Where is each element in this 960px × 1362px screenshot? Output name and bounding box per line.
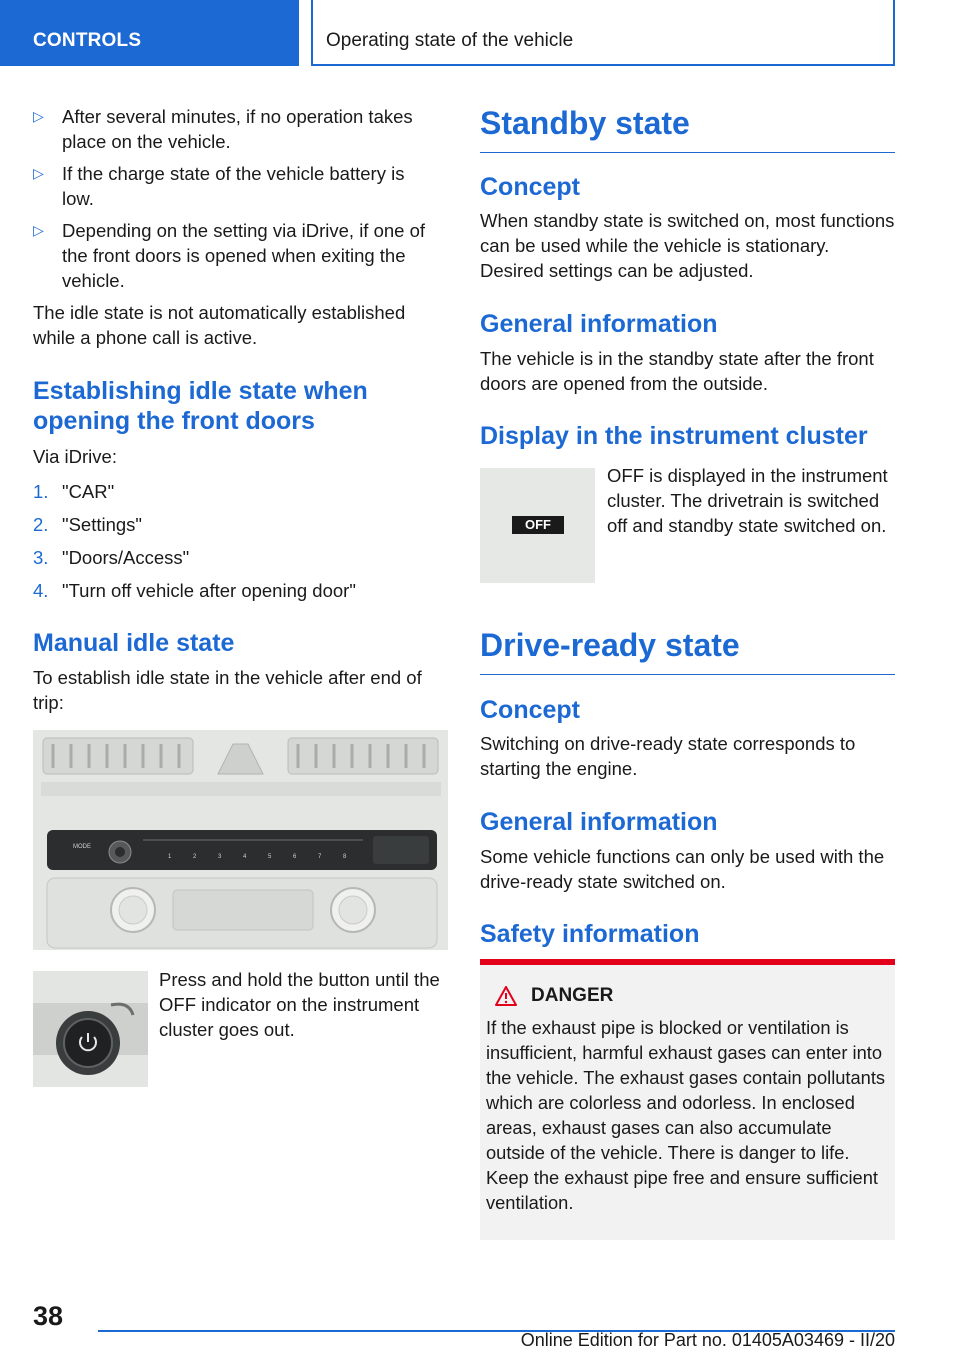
button-caption: Press and hold the button until the OFF indicator on the instrument cluster goes out. (159, 969, 440, 1040)
step-item: 2. "Settings" (33, 514, 142, 535)
danger-text: If the exhaust pipe is blocked or ventilation is insufficient, harmful exhaust gases can enter into the vehicle. The exhaust gases contain pollutants which are colorless and odorless. In enclosed areas, exhaust gases can also accumulate outside of the vehicle. There is danger to life. Keep the exhaust pipe free and ensure sufficient ventilation. (486, 1017, 886, 1213)
drive-ready-title: Drive-ready state (480, 626, 895, 675)
off-indicator-badge: OFF (512, 516, 564, 534)
standby-concept-text: When standby state is switched on, most functions can be used while the vehicle is stationary. Desired settings can be adjusted. (480, 210, 895, 281)
center-console-image (33, 730, 448, 950)
header-frame-bottom (311, 64, 895, 66)
drive-general-text: Some vehicle functions can only be used with the drive-ready state switched on. (480, 846, 885, 892)
preset-7-label: 7 (318, 854, 322, 860)
triangle-bullet-icon: ▷ (33, 108, 44, 124)
danger-box (480, 959, 895, 1240)
drive-concept-heading: Concept (480, 696, 580, 724)
mode-label: MODE (73, 844, 91, 850)
chapter-title: Operating state of the vehicle (326, 30, 574, 51)
display-heading: Display in the instrument cluster (480, 422, 868, 450)
standby-concept-heading: Concept (480, 173, 580, 201)
center-console-drawing (33, 730, 448, 950)
manual-idle-text: To establish idle state in the vehicle after end of trip: (33, 667, 422, 713)
via-idrive-label: Via iDrive: (33, 446, 117, 467)
bullet-item: ▷ Depending on the setting via iDrive, if one of the front doors is opened when exiting the vehicle. (33, 220, 426, 291)
triangle-bullet-icon: ▷ (33, 222, 44, 238)
standby-title: Standby state (480, 104, 895, 153)
establishing-heading: Establishing idle state when opening the front doors (33, 377, 368, 435)
page-header (0, 0, 960, 66)
standby-general-heading: General information (480, 310, 718, 338)
display-caption: OFF is displayed in the instrument cluster. The drivetrain is switched off and standby state switched on. (607, 465, 888, 536)
page-number: 38 (33, 1301, 64, 1331)
preset-1-label: 1 (168, 854, 172, 860)
drive-general-heading: General information (480, 808, 718, 836)
step-item: 1. "CAR" (33, 481, 115, 502)
manual-idle-heading: Manual idle state (33, 629, 235, 657)
triangle-bullet-icon: ▷ (33, 165, 44, 181)
header-frame-right (893, 0, 895, 66)
standby-general-text: The vehicle is in the standby state after the front doors are opened from the outside. (480, 348, 874, 394)
preset-3-label: 3 (218, 854, 222, 860)
bullet-item: ▷ If the charge state of the vehicle battery is low. (33, 163, 405, 209)
off-indicator-image (480, 468, 595, 583)
step-item: 3. "Doors/Access" (33, 547, 190, 568)
bullet-item: ▷ After several minutes, if no operation takes place on the vehicle. (33, 106, 413, 152)
idle-note: The idle state is not automatically established while a phone call is active. (33, 302, 406, 348)
preset-6-label: 6 (293, 854, 297, 860)
power-button-drawing (33, 971, 148, 1087)
danger-label: DANGER (531, 985, 614, 1006)
preset-5-label: 5 (268, 854, 272, 860)
header-divider (311, 0, 313, 66)
preset-4-label: 4 (243, 854, 247, 860)
warning-triangle-icon (495, 986, 517, 1006)
power-button-image (33, 971, 148, 1087)
safety-heading: Safety information (480, 920, 700, 948)
preset-8-label: 8 (343, 854, 347, 860)
preset-2-label: 2 (193, 854, 197, 860)
edition-note: Online Edition for Part no. 01405A03469 - II/20 (520, 1330, 895, 1350)
section-tab: CONTROLS (0, 0, 299, 66)
danger-header (495, 985, 887, 1007)
drive-concept-text: Switching on drive-ready state corresponds to starting the engine. (480, 733, 856, 779)
step-item: 4. "Turn off vehicle after opening door" (33, 580, 356, 601)
